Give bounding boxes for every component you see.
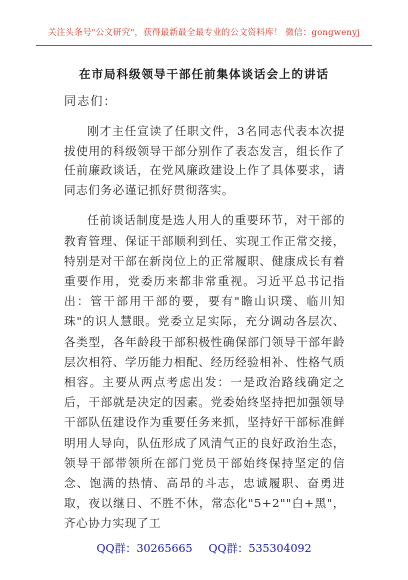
- salutation: 同志们：: [64, 94, 117, 108]
- document-title: 在市局科级领导干部任前集体谈话会上的讲话: [79, 67, 329, 81]
- page-header-banner: 关注头条号"公文研究"，获得最新最全最专业的公文资料库！ 微信：gongwenyj: [48, 28, 360, 38]
- footer-qq-group-1: QQ群：30265665: [96, 542, 193, 555]
- paragraph-1: 刚才主任宣读了任职文件，3名同志代表本次提拔使用的科级领导干部分别作了表态发言，组长作了任前廉政谈话，在党风廉政建设上作了具体要求，请同志们务必谨记抓好贯彻落实。: [64, 124, 345, 197]
- footer-qq-group-2: QQ群：535304092: [208, 542, 312, 555]
- document-body: [64, 90, 345, 544]
- header-divider: [36, 45, 372, 46]
- page-footer: [0, 540, 408, 556]
- paragraph-2: 任前谈话制度是选人用人的重要环节，对干部的教育管理、保证干部顺利到任、实现工作正常交接，特别是对干部在新岗位上的正常履职、健康成长有着重要作用，党委历来都非常重视。习近平总书记指出：管干部用干部的要，要有"瞻山识璞、临川知珠"的识人慧眼。党委立足实际，充分调动各层次、各类型，各年龄段干部积极性确保部门领导干部年龄层次相符、学历能力相配、经历经验相补、性格气质相容。主要从两点考虑出发：一是政治路线确定之后，干部就是决定的因素。党委始终坚持把加强领导干部队伍建设作为重要任务来抓，坚持好干部标准鲜明用人导向，队伍形成了风清气正的良好政治生态，领导干部带领所在部门党员干部始终保持坚定的信念、饱满的热情、高昂的斗志，忠诚履职、奋勇进取，夜以继日、不胜不休，常态化"5+2""白+黑"，齐心协力实现了工: [64, 213, 345, 531]
